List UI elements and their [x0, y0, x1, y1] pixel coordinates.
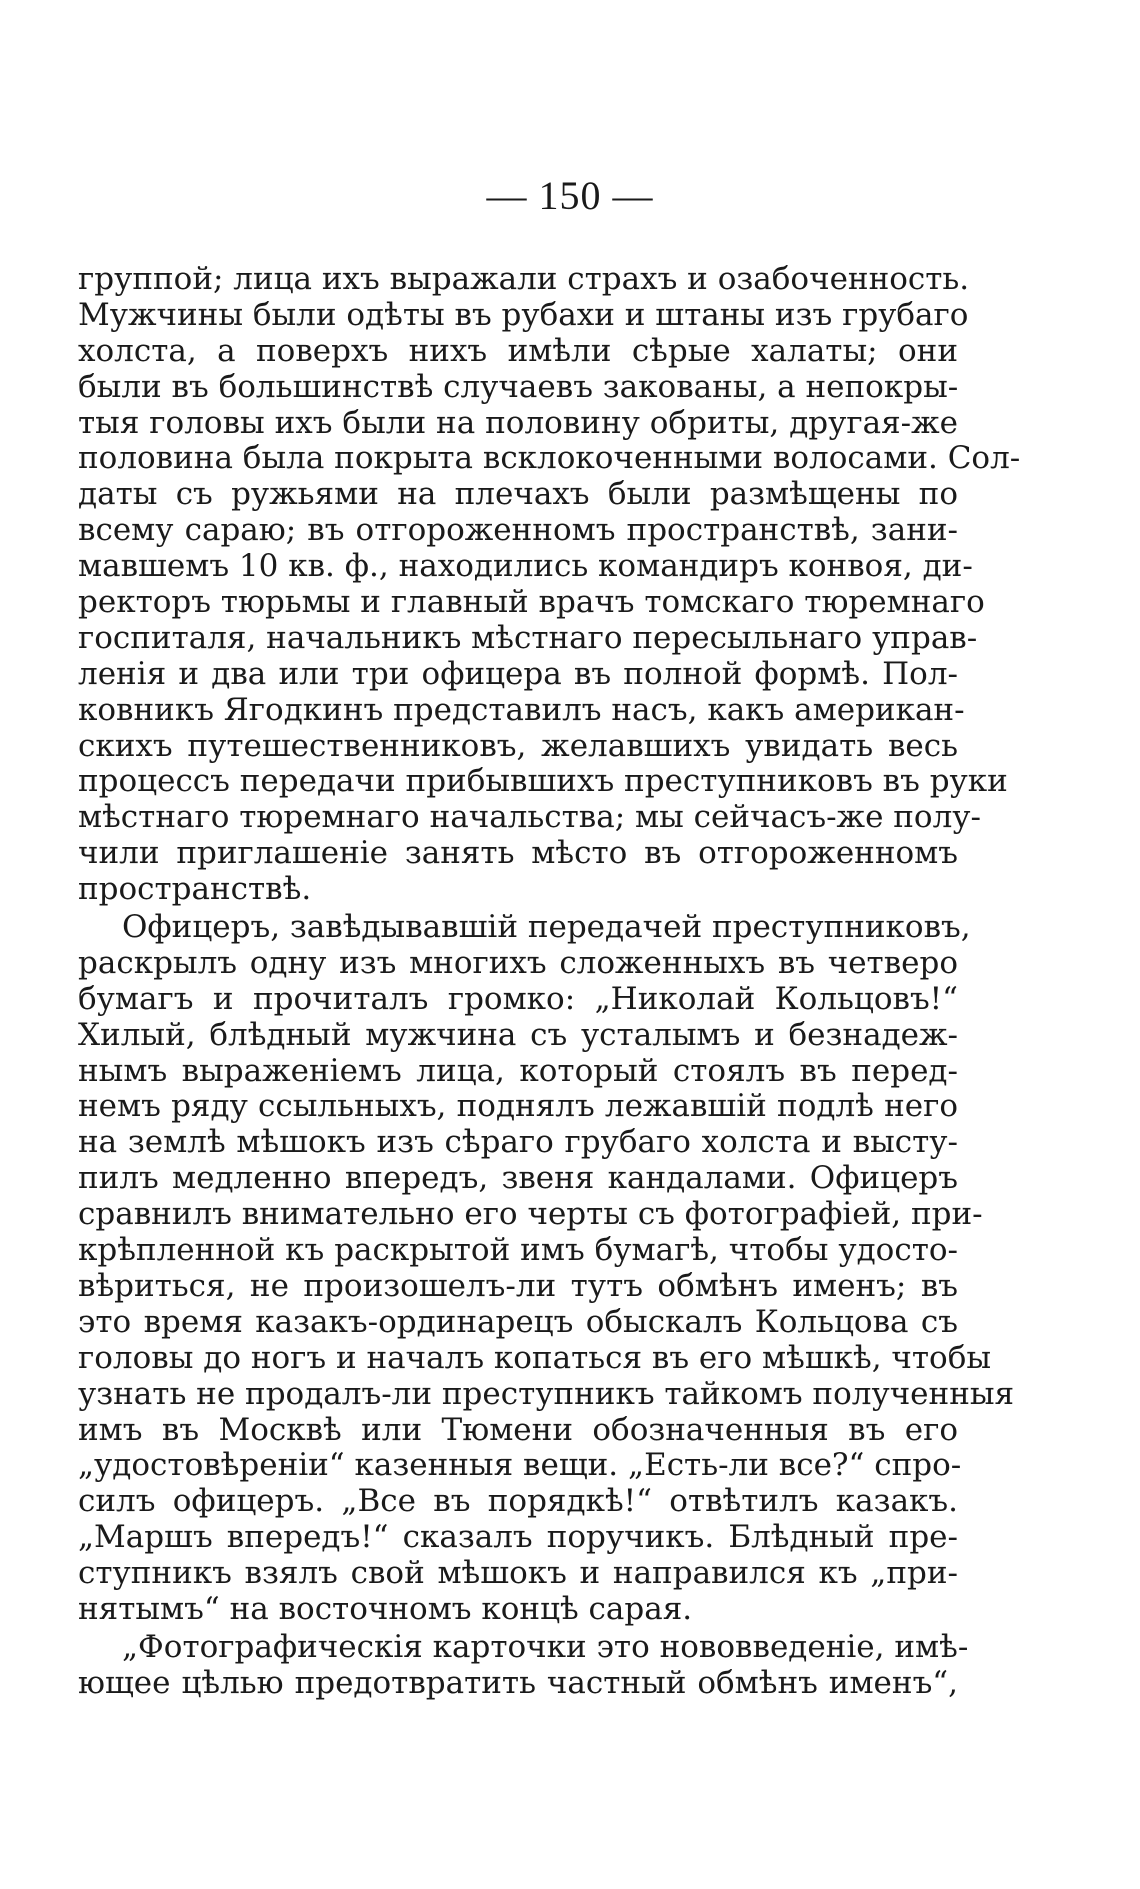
text-line: немъ ряду ссыльныхъ, поднялъ лежавшій подлѣ него — [78, 1088, 958, 1125]
text-line: ленія и два или три офицера въ полной формѣ. Пол- — [78, 655, 958, 692]
text-line: мавшемъ 10 кв. ф., находились командиръ конвоя, ди- — [78, 548, 973, 585]
text-line: скихъ путешественниковъ, желавшихъ увидать весь — [78, 727, 958, 764]
text-line: ректоръ тюрьмы и главный врачъ томскаго тюремнаго — [78, 584, 985, 621]
text-line: сравнилъ внимательно его черты съ фотографіей, при- — [78, 1196, 983, 1233]
paragraph — [78, 261, 1021, 908]
text-line: имъ въ Москвѣ или Тюмени обозначенныя въ его — [78, 1411, 958, 1448]
text-line: группой; лица ихъ выражали страхъ и озабоченность. — [78, 261, 970, 297]
paragraph — [78, 909, 1015, 1628]
text-line: ковникъ Ягодкинъ представилъ насъ, какъ американ- — [78, 691, 965, 728]
text-line: даты съ ружьями на плечахъ были размѣщены по — [78, 476, 958, 513]
text-line: на землѣ мѣшокъ изъ сѣраго грубаго холста и высту- — [78, 1124, 958, 1161]
text-line: „Маршъ впередъ!“ сказалъ поручикъ. Блѣдный пре- — [78, 1519, 958, 1556]
text-line: „Фотографическія карточки это нововведеніе, имѣ- — [122, 1628, 969, 1665]
text-line: это время казакъ-ординарецъ обыскалъ Кольцова съ — [78, 1303, 958, 1340]
text-line: Хилый, блѣдный мужчина съ усталымъ и безнадеж- — [78, 1016, 958, 1053]
text-line: головы до ногъ и началъ копаться въ его мѣшкѣ, чтобы — [78, 1339, 992, 1376]
text-line: госпиталя, начальникъ мѣстнаго пересыльнаго управ- — [78, 619, 978, 656]
text-line: были въ большинствѣ случаевъ закованы, а непокры- — [78, 368, 959, 405]
text-line: процессъ передачи прибывшихъ преступниковъ въ руки — [78, 763, 1008, 800]
text-line: мѣстнаго тюремнаго начальства; мы сейчасъ-же полу- — [78, 799, 981, 836]
text-line: узнать не продалъ-ли преступникъ тайкомъ полученныя — [78, 1375, 1015, 1412]
text-line: пилъ медленно впередъ, звеня кандалами. Офицеръ — [78, 1160, 958, 1197]
text-line: „удостовѣреніи“ казенныя вещи. „Есть-ли все?“ спро- — [78, 1447, 962, 1484]
text-line: силъ офицеръ. „Все въ порядкѣ!“ отвѣтилъ казакъ. — [78, 1483, 958, 1520]
text-line: вѣриться, не произошелъ-ли тутъ обмѣнъ именъ; въ — [78, 1267, 958, 1304]
text-line: нятымъ“ на восточномъ концѣ сарая. — [78, 1590, 693, 1627]
text-line: всему сараю; въ отгороженномъ пространствѣ, зани- — [78, 512, 958, 549]
text-line: ющее цѣлью предотвратить частный обмѣнъ именъ“, — [78, 1664, 958, 1701]
text-line: раскрылъ одну изъ многихъ сложенныхъ въ четверо — [78, 944, 958, 981]
text-line: холста, а поверхъ нихъ имѣли сѣрые халаты; они — [78, 332, 958, 369]
page-number: — 150 — — [486, 173, 654, 218]
text-line: крѣпленной къ раскрытой имъ бумагѣ, чтобы удосто- — [78, 1232, 958, 1269]
body-text — [78, 261, 1021, 1702]
text-line: нымъ выраженіемъ лица, который стоялъ въ перед- — [78, 1052, 958, 1089]
text-line: Офицеръ, завѣдывавшій передачей преступниковъ, — [122, 909, 971, 946]
paragraph — [78, 1628, 969, 1702]
text-line: тыя головы ихъ были на половину обриты, другая-же — [78, 404, 958, 441]
text-line: чили приглашеніе занять мѣсто въ отгороженномъ — [78, 835, 958, 872]
text-line: ступникъ взялъ свой мѣшокъ и направился къ „при- — [78, 1555, 958, 1592]
text-line: пространствѣ. — [78, 871, 312, 908]
text-line: Мужчины были одѣты въ рубахи и штаны изъ грубаго — [78, 296, 969, 333]
text-line: половина была покрыта всклокоченными волосами. Сол- — [78, 440, 1021, 477]
text-line: бумагъ и прочиталъ громко: „Николай Кольцовъ!“ — [78, 980, 958, 1017]
